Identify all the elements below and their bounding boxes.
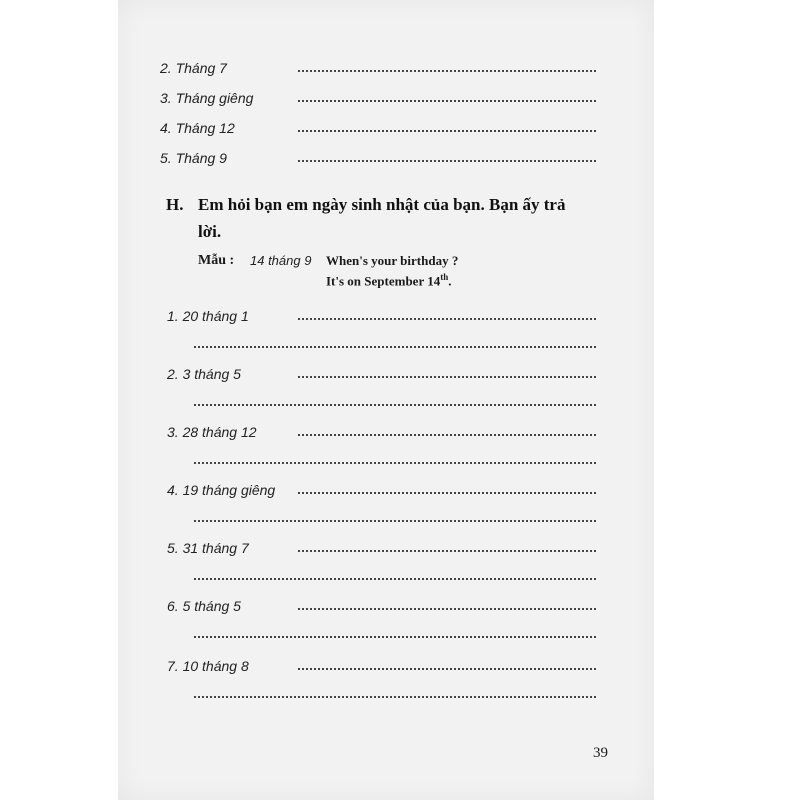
example-answer [326,272,452,289]
example-answer-end: . [448,273,452,289]
answer-line[interactable] [298,70,596,72]
item-label: 4. Tháng 12 [160,120,235,136]
question-line[interactable] [298,434,596,436]
question-line[interactable] [298,376,596,378]
item-label: 3. Tháng giêng [160,90,254,106]
example-question: When's your birthday ? [326,253,459,268]
answer-line[interactable] [194,520,596,522]
page-number: 39 [593,745,608,761]
answer-line[interactable] [298,100,596,102]
question-label: 6. 5 tháng 5 [167,598,241,614]
example-date: 14 tháng 9 [250,253,312,268]
answer-line[interactable] [194,578,596,580]
example-answer-suffix: th [440,272,449,282]
question-line[interactable] [298,550,596,552]
question-label: 4. 19 tháng giêng [167,482,276,498]
example-answer-text: It's on September 14 [326,273,441,289]
item-label: 5. Tháng 9 [160,150,227,166]
question-label: 5. 31 tháng 7 [167,540,249,556]
example-label: Mẫu : [198,253,235,268]
question-label: 2. 3 tháng 5 [167,366,241,382]
answer-line[interactable] [298,160,596,162]
answer-line[interactable] [194,636,596,638]
answer-line[interactable] [194,462,596,464]
question-line[interactable] [298,318,596,320]
answer-line[interactable] [298,130,596,132]
answer-line[interactable] [194,346,596,348]
question-label: 1. 20 tháng 1 [167,308,249,324]
section-instruction: Em hỏi bạn em ngày sinh nhật của bạn. Bạn ấy trả [198,195,566,214]
question-line[interactable] [298,668,596,670]
item-label: 2. Tháng 7 [160,60,227,76]
section-instruction-cont: lời. [198,222,222,241]
question-line[interactable] [298,492,596,494]
question-line[interactable] [298,608,596,610]
answer-line[interactable] [194,404,596,406]
question-label: 3. 28 tháng 12 [167,424,257,440]
question-label: 7. 10 tháng 8 [167,658,249,674]
answer-line[interactable] [194,696,596,698]
section-letter: H. [166,195,184,214]
